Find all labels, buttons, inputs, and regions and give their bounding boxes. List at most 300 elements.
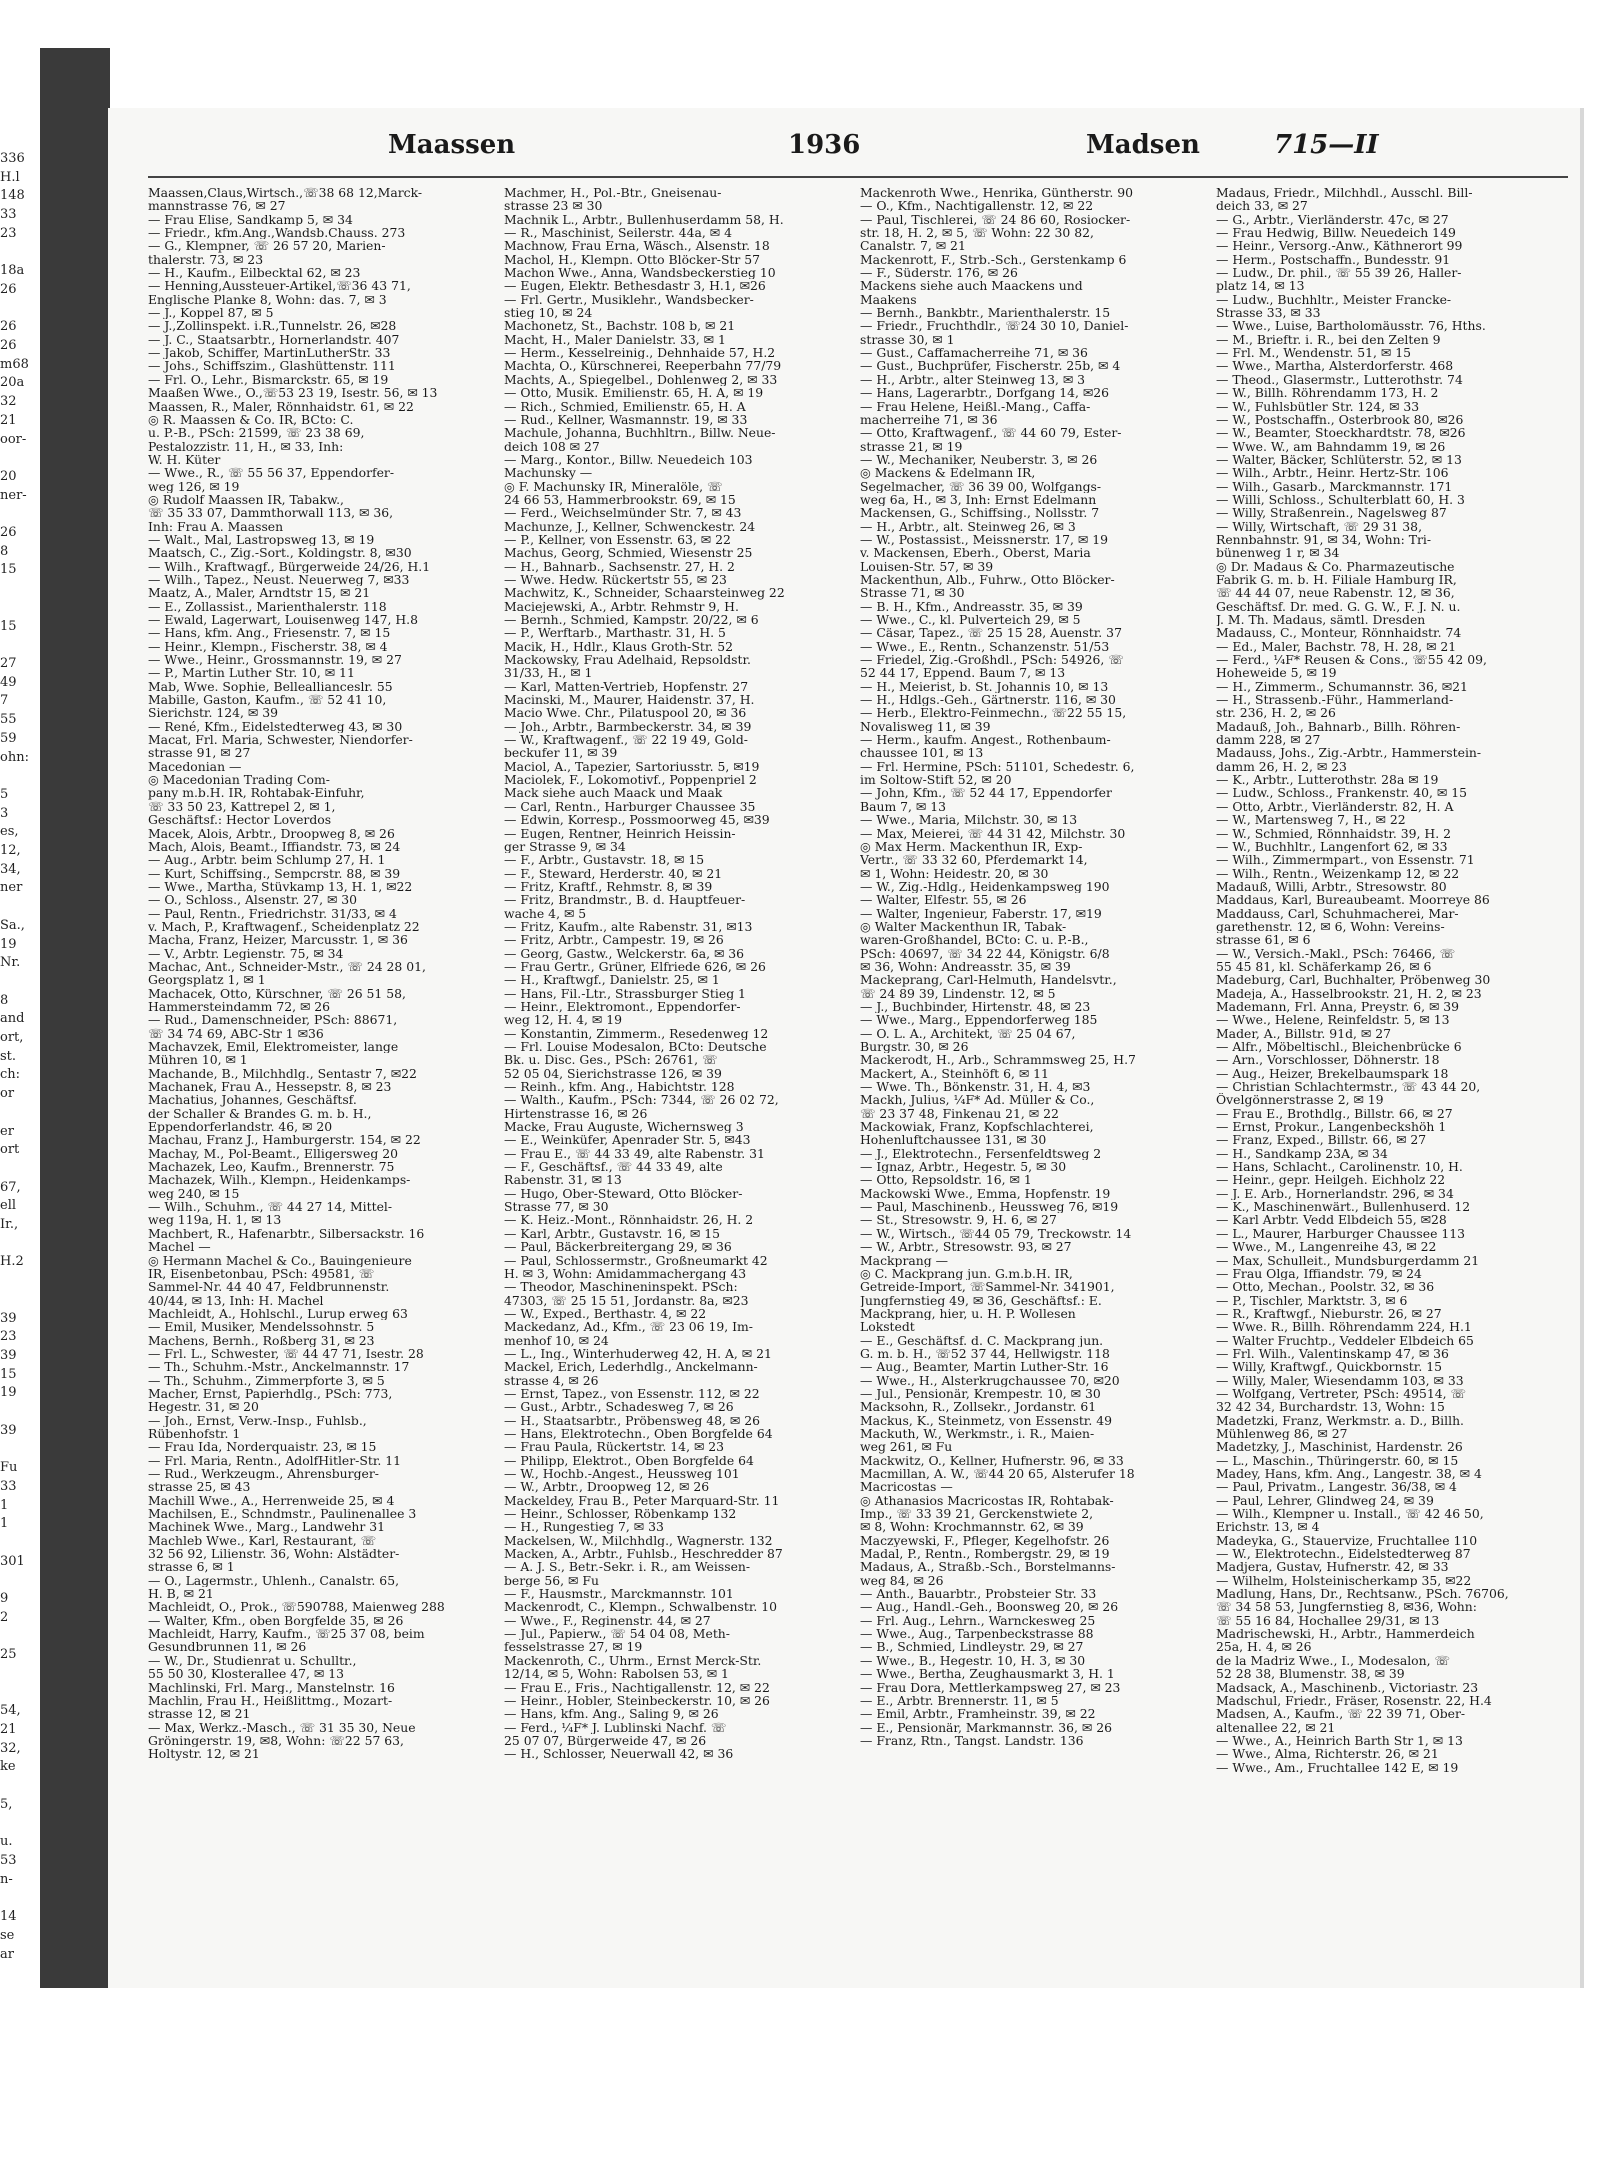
directory-line: Madschul, Friedr., Fräser, Rosenstr. 22, H.4 (1216, 1693, 1492, 1708)
previous-page-line: Nr. (0, 955, 21, 971)
directory-line: Englische Planke 8, Wohn: das. 7, ✉ 3 (148, 292, 387, 307)
previous-page-line: 26 (0, 525, 17, 541)
directory-line: — Paul, Lehrer, Glindweg 24, ✉ 39 (1216, 1493, 1434, 1508)
directory-line: Machill Wwe., A., Herrenweide 25, ✉ 4 (148, 1493, 395, 1508)
directory-line: — Wwe., Aug., Tarpenbeckstrasse 88 (860, 1627, 1094, 1641)
directory-line: IR, Eisenbetonbau, PSch: 49581, ☏ (148, 1266, 375, 1281)
directory-line: chaussee 101, ✉ 13 (860, 746, 984, 760)
directory-line: ☏ 24 89 39, Lindenstr. 12, ✉ 5 (860, 986, 1056, 1000)
column-3 (860, 186, 1195, 1946)
directory-line: — H., Bahnarb., Sachsenstr. 27, H. 2 (504, 559, 735, 573)
directory-line: Louisen-Str. 57, ✉ 39 (860, 559, 994, 573)
directory-line: Mackedanz, Ad., Kfm., ☏ 23 06 19, Im- (504, 1320, 753, 1334)
directory-line: — Wwe., E., Rentn., Schanzenstr. 51/53 (860, 639, 1110, 654)
previous-page-line: 20 (0, 468, 17, 484)
directory-line: Erichstr. 13, ✉ 4 (1216, 1520, 1320, 1534)
previous-page-line: 3 (0, 805, 9, 821)
directory-line: altenallee 22, ✉ 21 (1216, 1720, 1336, 1734)
previous-page-line (0, 1684, 40, 1703)
directory-line: — Frau E., ☏ 44 33 49, alte Rabenstr. 31 (504, 1146, 765, 1161)
directory-line: — Frl. Maria, Rentn., AdolfHitler-Str. 11 (148, 1453, 402, 1467)
directory-line: — R., Maschinist, Seilerstr. 44a, ✉ 4 (504, 226, 732, 240)
directory-line: Machau, Franz J., Hamburgerstr. 154, ✉ 22 (148, 1133, 421, 1147)
previous-page-line: 2 (0, 1609, 9, 1625)
previous-page-line (0, 1777, 40, 1796)
directory-line: Machmer, H., Pol.-Btr., Gneisenau- (504, 186, 722, 200)
directory-line: Mackeldey, Frau B., Peter Marquard-Str. 11 (504, 1493, 780, 1508)
directory-line: Macik, H., Hdlr., Klaus Groth-Str. 52 (504, 639, 734, 654)
previous-page-line: 26 (0, 338, 17, 354)
directory-line: — H., Hdlgs.-Geh., Gärtnerstr. 116, ✉ 30 (860, 693, 1116, 707)
directory-line: weg 6a, H., ✉ 3, Inh: Ernst Edelmann (860, 492, 1097, 507)
directory-line: — Marg., Kontor., Billw. Neuedeich 103 (504, 452, 753, 467)
previous-page-line (0, 636, 40, 655)
previous-page-line: 21 (0, 412, 17, 428)
previous-page-line: oor- (0, 431, 27, 447)
directory-line: Gröningerstr. 19, ✉8, Wohn: ☏22 57 63, (148, 1733, 404, 1748)
directory-line: — Wwe., R., ☏ 55 56 37, Eppendorfer- (148, 466, 395, 480)
previous-page-line (0, 580, 40, 599)
directory-line: — Wwe., Heinr., Grossmannstr. 19, ✉ 27 (148, 653, 402, 667)
directory-line: Machlinski, Frl. Marg., Manstelnstr. 16 (148, 1680, 395, 1694)
directory-line: — Heinr., gepr. Heilgeh. Eichholz 22 (1216, 1173, 1446, 1187)
directory-line: Hirtenstrasse 16, ✉ 26 (504, 1106, 648, 1121)
directory-line: — Willy, Wirtschaft, ☏ 29 31 38, (1216, 519, 1423, 533)
previous-page-line: 148 (0, 188, 25, 204)
directory-line: — W., Martensweg 7, H., ✉ 22 (1216, 813, 1406, 827)
directory-line: — J. E. Arb., Hornerlandstr. 296, ✉ 34 (1216, 1186, 1454, 1201)
directory-line: — H., Kraftwgf., Danielstr. 25, ✉ 1 (504, 973, 720, 987)
directory-line: — Max, Meierei, ☏ 44 31 42, Milchstr. 30 (860, 826, 1126, 840)
directory-line: ger Strasse 9, ✉ 34 (504, 839, 626, 854)
directory-line: — J. C., Staatsarbtr., Hornerlandstr. 407 (148, 332, 400, 347)
previous-page-line: ell (0, 1198, 17, 1214)
previous-page-line: ort (0, 1142, 20, 1158)
directory-line: — Heinr., Schlosser, Röbenkamp 132 (504, 1507, 737, 1521)
directory-line: Machus, Georg, Schmied, Wiesenstr 25 (504, 546, 753, 560)
directory-line: Inh: Frau A. Maassen (148, 519, 284, 533)
directory-line: 55 50 30, Klosterallee 47, ✉ 13 (148, 1667, 344, 1681)
directory-line: — Wilh., Rentn., Weizenkamp 12, ✉ 22 (1216, 866, 1460, 880)
directory-line: — Wwe., M., Langenreihe 43, ✉ 22 (1216, 1240, 1437, 1254)
directory-line: — Carl, Rentn., Harburger Chaussee 35 (504, 799, 756, 814)
directory-line: — Wwe. Th., Bönkenstr. 31, H. 4, ✉3 (860, 1080, 1091, 1094)
directory-line: — W., Kraftwagenf., ☏ 22 19 49, Gold- (504, 733, 748, 747)
directory-line: Madal, P., Rentn., Rombergstr. 29, ✉ 19 (860, 1547, 1110, 1561)
directory-line: Sierichstr. 124, ✉ 39 (148, 706, 278, 720)
directory-line: Macksohn, R., Zollsekr., Jordanstr. 61 (860, 1400, 1097, 1414)
directory-line: Machunze, J., Kellner, Schwenckestr. 24 (504, 519, 756, 533)
directory-line: Geschäftsf. Dr. med. G. G. W., F. J. N. u. (1216, 599, 1461, 613)
directory-line: 24 66 53, Hammerbrookstr. 69, ✉ 15 (504, 492, 736, 507)
previous-page-line: u. (0, 1834, 13, 1850)
directory-line: Madaus, Friedr., Milchhdl., Ausschl. Bill- (1216, 186, 1473, 200)
previous-page-line: 59 (0, 730, 17, 746)
directory-line: Mabille, Gaston, Kaufm., ☏ 52 41 10, (148, 693, 387, 707)
directory-line: — Christian Schlachtermstr., ☏ 43 44 20, (1216, 1080, 1481, 1094)
directory-line: — G., Arbtr., Vierländerstr. 47c, ✉ 27 (1216, 212, 1449, 227)
directory-line: — Henning,Aussteuer-Artikel,☏36 43 71, (148, 279, 411, 293)
previous-page-line: 5 (0, 786, 9, 802)
previous-page-line: 21 (0, 1722, 17, 1738)
previous-page-line: 5, (0, 1796, 13, 1812)
directory-line: — M., Brieftr. i. R., bei den Zelten 9 (1216, 332, 1441, 347)
directory-page (108, 108, 1582, 1988)
directory-line: — Wolfgang, Vertreter, PSch: 49514, ☏ (1216, 1386, 1467, 1401)
directory-line: — Cäsar, Tapez., ☏ 25 15 28, Auenstr. 37 (860, 626, 1122, 640)
directory-line: — Emil, Musiker, Mendelssohnstr. 5 (148, 1320, 375, 1334)
column-1 (148, 186, 483, 1946)
directory-line: Machule, Johanna, Buchhltrn., Billw. Neue- (504, 426, 776, 440)
directory-line: thalerstr. 73, ✉ 23 (148, 252, 264, 267)
directory-line: — Th., Schuhm., Zimmerpforte 3, ✉ 5 (148, 1373, 385, 1387)
previous-page-line: 14 (0, 1909, 17, 1925)
column-2 (504, 186, 839, 1946)
directory-line: menhof 10, ✉ 24 (504, 1333, 609, 1347)
previous-page-line: 19 (0, 936, 17, 952)
directory-line: Mader, A., Billstr. 91d, ✉ 27 (1216, 1026, 1391, 1040)
directory-line: — W., Arbtr., Stresowstr. 93, ✉ 27 (860, 1240, 1072, 1254)
directory-line: Machel — (148, 1240, 211, 1254)
previous-page-line: or (0, 1086, 15, 1102)
directory-line: — Walter, Kfm., oben Borgfelde 35, ✉ 26 (148, 1613, 404, 1628)
directory-line: waren-Großhandel, BCto: C. u. P.-B., (860, 933, 1089, 947)
directory-line: damm 228, ✉ 27 (1216, 733, 1321, 747)
directory-line: — Wwe., Martha, Stüvkamp 13, H. 1, ✉22 (148, 879, 413, 894)
directory-line: ✉ 36, Wohn: Andreasstr. 35, ✉ 39 (860, 959, 1071, 974)
directory-line: — Paul, Rentn., Friedrichstr. 31/33, ✉ 4 (148, 906, 397, 920)
directory-line: — Fritz, Kraftf., Rehmstr. 8, ✉ 39 (504, 879, 713, 894)
directory-line: Mackenroth, C., Uhrm., Ernst Merck-Str. (504, 1653, 762, 1668)
previous-page-fragment (0, 150, 40, 1970)
directory-line: Mühren 10, ✉ 1 (148, 1053, 248, 1067)
directory-line: weg 126, ✉ 19 (148, 479, 240, 493)
directory-line: ◎ Walter Mackenthun IR, Tabak- (860, 919, 1067, 934)
directory-line: — Bernh., Schmied, Kampstr. 20/22, ✉ 6 (504, 613, 759, 627)
directory-line: Mademann, Frl. Anna, Preystr. 6, ✉ 39 (1216, 999, 1460, 1014)
directory-line: — Wwe., Maria, Milchstr. 30, ✉ 13 (860, 813, 1078, 827)
directory-line: — Wilh., Zimmermpart., von Essenstr. 71 (1216, 853, 1475, 867)
previous-page-line (0, 1441, 40, 1460)
directory-line: PSch: 40697, ☏ 34 22 44, Königstr. 6/8 (860, 946, 1110, 960)
directory-line: — Wwe., Martha, Alsterdorferstr. 468 (1216, 359, 1454, 373)
previous-page-line: and (0, 1011, 25, 1027)
directory-line: — Karl Arbtr. Vedd Elbdeich 55, ✉28 (1216, 1213, 1447, 1227)
directory-line: — O., Kfm., Nachtigallenstr. 12, ✉ 22 (860, 199, 1094, 213)
previous-page-line: 53 (0, 1852, 17, 1868)
directory-line: — Hans, Lagerarbtr., Dorfgang 14, ✉26 (860, 386, 1110, 400)
directory-line: — Rud., Damenschneider, PSch: 88671, (148, 1013, 398, 1027)
previous-page-line: 1 (0, 1497, 9, 1513)
directory-line: — E., Zollassist., Marienthalerstr. 118 (148, 599, 387, 613)
directory-line: — St., Stresowstr. 9, H. 6, ✉ 27 (860, 1213, 1057, 1227)
header-left-name: Maassen (388, 130, 516, 160)
directory-line: Macio Wwe. Chr., Pilatuspool 20, ✉ 36 (504, 706, 747, 720)
directory-line: v. Mach, P., Kraftwagenf., Scheidenplatz 22 (148, 919, 420, 934)
directory-line: Burgstr. 30, ✉ 26 (860, 1040, 969, 1054)
directory-line: — W., Versich.-Makl., PSch: 76466, ☏ (1216, 946, 1456, 960)
directory-line: Mackelsen, W., Milchhdlg., Wagnerstr. 132 (504, 1533, 773, 1548)
directory-line: Mackuth, W., Werkmstr., i. R., Maien- (860, 1426, 1095, 1441)
directory-line: Gesundbrunnen 11, ✉ 26 (148, 1640, 307, 1654)
directory-line: — W., Fuhlsbütler Str. 124, ✉ 33 (1216, 399, 1420, 413)
directory-line: 47303, ☏ 25 15 51, Jordanstr. 8a, ✉23 (504, 1293, 749, 1307)
directory-line: Madeja, A., Hasselbrookstr. 21, H. 2, ✉ 23 (1216, 986, 1482, 1000)
directory-line: — W., Zig.-Hdlg., Heidenkampsweg 190 (860, 879, 1110, 894)
directory-line: strasse 21, ✉ 19 (860, 439, 963, 453)
directory-line: Machazek, Wilh., Klempn., Heidenkamps- (148, 1173, 411, 1187)
directory-line: Mackowski Wwe., Emma, Hopfenstr. 19 (860, 1186, 1111, 1201)
directory-line: — H., Zimmerm., Schumannstr. 36, ✉21 (1216, 679, 1468, 694)
directory-line: — Herm., Kesselreinig., Dehnhaide 57, H.2 (504, 346, 776, 360)
previous-page-line: es, (0, 824, 19, 840)
directory-line: garethenstr. 12, ✉ 6, Wohn: Vereins- (1216, 919, 1445, 934)
previous-page-line: 49 (0, 674, 17, 690)
directory-line: 40/44, ✉ 13, Inh: H. Machel (148, 1293, 324, 1307)
directory-line: — Frau E., Brothdlg., Billstr. 66, ✉ 27 (1216, 1106, 1453, 1121)
directory-line: Madauss, Johs., Zig.-Arbtr., Hammerstein- (1216, 746, 1482, 760)
previous-page-line: 26 (0, 319, 17, 335)
directory-line: — Fritz, Brandmstr., B. d. Hauptfeuer- (504, 893, 746, 907)
directory-line: Madlung, Hans, Dr., Rechtsanw., PSch. 76706, (1216, 1587, 1509, 1601)
directory-line: pany m.b.H. IR, Rohtabak-Einfuhr, (148, 786, 365, 800)
directory-line: Mack siehe auch Maack und Maak (504, 786, 723, 800)
directory-line: — W., Arbtr., Droopweg 12, ✉ 26 (504, 1480, 710, 1494)
previous-page-line: 23 (0, 225, 17, 241)
directory-line: W. H. Küter (148, 452, 221, 467)
previous-page-line (0, 1571, 40, 1590)
directory-line: — Friedr., kfm.Ang.,Wandsb.Chauss. 273 (148, 226, 406, 240)
directory-line: — Wwe., Marg., Eppendorferweg 185 (860, 1013, 1098, 1027)
directory-line: Macedonian — (148, 759, 242, 774)
directory-line: Machunsky — (504, 466, 593, 480)
directory-line: — P., Martin Luther Str. 10, ✉ 11 (148, 666, 355, 680)
directory-line: — Frl. Hermine, PSch: 51101, Schedestr. 6, (860, 759, 1135, 774)
directory-line: — P., Kellner, von Essenstr. 63, ✉ 22 (504, 532, 731, 547)
directory-line: Mackerodt, H., Arb., Schrammsweg 25, H.7 (860, 1053, 1136, 1067)
directory-line: berge 56, ✉ Fu (504, 1573, 599, 1588)
previous-page-line: m68 (0, 356, 29, 372)
directory-line: Machonetz, St., Bachstr. 108 b, ✉ 21 (504, 319, 736, 333)
directory-line: Maakens (860, 292, 917, 307)
directory-line: — Franz, Rtn., Tangst. Landstr. 136 (860, 1733, 1084, 1748)
directory-line: deich 33, ✉ 27 (1216, 199, 1308, 213)
directory-line: Madeburg, Carl, Buchhalter, Pröbenweg 30 (1216, 973, 1491, 987)
directory-line: — Heinr., Hobler, Steinbeckerstr. 10, ✉ 26 (504, 1693, 770, 1708)
directory-line: — Philipp, Elektrot., Oben Borgfelde 64 (504, 1453, 754, 1467)
directory-line: Macricostas — (860, 1480, 953, 1494)
directory-line: strasse 25, ✉ 43 (148, 1480, 251, 1494)
directory-line: 32 56 92, Lilienstr. 36, Wohn: Alstädter- (148, 1547, 400, 1561)
directory-line: — F., Geschäftsf., ☏ 44 33 49, alte (504, 1160, 723, 1174)
directory-line: stieg 10, ✉ 24 (504, 306, 593, 320)
previous-page-line: se (0, 1927, 15, 1943)
directory-line: ☏ 33 50 23, Kattrepel 2, ✉ 1, (148, 799, 336, 814)
directory-line: im Soltow-Stift 52, ✉ 20 (860, 773, 1012, 787)
directory-line: — P., Werftarb., Marthastr. 31, H. 5 (504, 626, 726, 640)
previous-page-line (0, 767, 40, 786)
previous-page-line: 39 (0, 1348, 17, 1363)
directory-line: 52 28 38, Blumenstr. 38, ✉ 39 (1216, 1667, 1405, 1681)
directory-line: Machts, A., Spiegelbel., Dohlenweg 2, ✉ 33 (504, 372, 778, 387)
directory-line: — Fritz, Kaufm., alte Rabenstr. 31, ✉13 (504, 919, 753, 934)
directory-line: Machazek, Leo, Kaufm., Brennerstr. 75 (148, 1160, 395, 1174)
directory-line: — H., Arbtr., alter Steinweg 13, ✉ 3 (860, 372, 1086, 387)
directory-line: strasse 12, ✉ 21 (148, 1707, 251, 1721)
directory-line: Madsack, A., Maschinenb., Victoriastr. 23 (1216, 1680, 1479, 1694)
directory-line: — Alfr., Möbeltischl., Bleichenbrücke 6 (1216, 1040, 1462, 1054)
directory-line: Machanek, Frau A., Hessepstr. 8, ✉ 23 (148, 1080, 392, 1094)
directory-line: Holtystr. 12, ✉ 21 (148, 1747, 260, 1761)
directory-line: — Walth., Kaufm., PSch: 7344, ☏ 26 02 72, (504, 1093, 779, 1107)
directory-line: Mackprang, hier, u. H. P. Wollesen (860, 1306, 1076, 1321)
directory-line: Machens, Bernh., Roßberg 31, ✉ 23 (148, 1333, 375, 1347)
directory-line: Geschäftsf.: Hector Loverdos (148, 813, 332, 827)
previous-page-line: st. (0, 1048, 17, 1064)
directory-line: — Otto, Repsoldstr. 16, ✉ 1 (860, 1173, 1032, 1187)
directory-line: Machnik L., Arbtr., Bullenhuserdamm 58, H. (504, 212, 784, 227)
previous-page-line (0, 1104, 40, 1123)
directory-line: Macat, Frl. Maria, Schwester, Niendorfer- (148, 733, 413, 747)
previous-page-line: 8 (0, 543, 9, 559)
directory-line: 32 42 34, Burchardstr. 13, Wohn: 15 (1216, 1400, 1445, 1414)
bottom-margin (0, 1988, 1600, 2177)
previous-page-line: 336 (0, 151, 25, 166)
directory-line: — Frl. O., Lehr., Bismarckstr. 65, ✉ 19 (148, 372, 389, 387)
directory-line: — Ludw., Dr. phil., ☏ 55 39 26, Haller- (1216, 266, 1462, 280)
directory-line: Machleidt, O., Prok., ☏590788, Maienweg 288 (148, 1600, 445, 1614)
previous-page-line: 34, (0, 861, 21, 877)
directory-line: mannstrasse 76, ✉ 27 (148, 199, 286, 213)
directory-line: Machta, O., Kürschnerei, Reeperbahn 77/79 (504, 359, 782, 373)
directory-line: — Walter Fruchtp., Veddeler Elbdeich 65 (1216, 1333, 1474, 1347)
directory-line: Bk. u. Disc. Ges., PSch: 26761, ☏ (504, 1053, 718, 1067)
directory-line: ✉ 1, Wohn: Heidestr. 20, ✉ 30 (860, 866, 1049, 880)
directory-line: Maddauss, Carl, Schuhmacherei, Mar- (1216, 906, 1459, 920)
directory-line: Canalstr. 7, ✉ 21 (860, 239, 966, 253)
directory-line: — Hans, Schlacht., Carolinenstr. 10, H. (1216, 1160, 1463, 1174)
page-header (108, 130, 1582, 170)
directory-line: v. Mackensen, Eberh., Oberst, Maria (860, 546, 1091, 560)
directory-line: — Walt., Mal, Lastropsweg 13, ✉ 19 (148, 532, 375, 547)
directory-line: Macha, Franz, Heizer, Marcusstr. 1, ✉ 36 (148, 933, 408, 947)
directory-line: Mackenthun, Alb., Fuhrw., Otto Blöcker- (860, 572, 1115, 587)
directory-line: — Herb., Elektro-Feinmechn., ☏22 55 15, (860, 706, 1127, 720)
directory-line: Sammel-Nr. 44 40 47, Feldbrunnenstr. (148, 1280, 390, 1294)
directory-line: — Walter, Bäcker, Schlüterstr. 52, ✉ 13 (1216, 452, 1462, 467)
directory-line: — Wilh., Klempner u. Install., ☏ 42 46 50, (1216, 1507, 1484, 1521)
directory-line: — Max, Werkz.-Masch., ☏ 31 35 30, Neue (148, 1720, 416, 1734)
directory-line: ☏ 55 16 84, Hochallee 29/31, ✉ 13 (1216, 1613, 1440, 1628)
directory-line: — Herm., kaufm. Angest., Rothenbaum- (860, 733, 1111, 747)
directory-line: Machinek Wwe., Marg., Landwehr 31 (148, 1520, 386, 1534)
directory-line: — Ewald, Lagerwart, Louisenweg 147, H.8 (148, 613, 418, 627)
previous-page-line (0, 1628, 40, 1647)
directory-line: strasse 23 ✉ 30 (504, 199, 603, 213)
directory-line: Macken, A., Arbtr., Fuhlsb., Heschredder 87 (504, 1547, 783, 1561)
previous-page-line (0, 1534, 40, 1553)
directory-line: — O. L. A., Architekt, ☏ 25 04 67, (860, 1026, 1076, 1040)
directory-line: strasse 30, ✉ 1 (860, 332, 955, 347)
directory-line: Mackus, K., Steinmetz, von Essenstr. 49 (860, 1413, 1113, 1427)
directory-line: — Gust., Caffamacherreihe 71, ✉ 36 (860, 346, 1088, 360)
previous-page-line: 15 (0, 618, 17, 634)
previous-page-line (0, 449, 40, 468)
directory-line: Maaßen Wwe., O.,☏53 23 19, Isestr. 56, ✉ 13 (148, 386, 438, 400)
directory-line: — Ferd., ¼F* Reusen & Cons., ☏55 42 09, (1216, 653, 1487, 667)
directory-line: Machavzek, Emil, Elektromeister, lange (148, 1040, 399, 1054)
previous-page-line: 33 (0, 207, 17, 223)
directory-line: Mackprang — (860, 1253, 949, 1267)
directory-line: Maassen, R., Maler, Rönnhaidstr. 61, ✉ 22 (148, 399, 414, 413)
directory-line: — W., Schmied, Rönnhaidstr. 39, H. 2 (1216, 826, 1451, 840)
directory-line: Machleidt, Harry, Kaufm., ☏25 37 08, beim (148, 1627, 425, 1641)
directory-line: Mackenrott, F., Strb.-Sch., Gerstenkamp 6 (860, 252, 1127, 267)
directory-line: — Frl. Aug., Lehrn., Warnckesweg 25 (860, 1613, 1096, 1628)
directory-line: — E., Geschäftsf. d. C. Mackprang jun. (860, 1333, 1104, 1347)
directory-line: Madauß, Willi, Arbtr., Stresowstr. 80 (1216, 879, 1447, 894)
directory-line: Vertr., ☏ 33 32 60, Pferdemarkt 14, (860, 853, 1088, 867)
directory-line: — Ludw., Schloss., Frankenstr. 40, ✉ 15 (1216, 786, 1467, 800)
directory-line: strasse 4, ✉ 26 (504, 1373, 599, 1387)
directory-line: Strasse 33, ✉ 33 (1216, 306, 1321, 320)
directory-line: Machol, H., Klempn. Otto Blöcker-Str 57 (504, 252, 761, 267)
header-rule (148, 176, 1568, 178)
directory-line: str. 236, H. 2, ✉ 26 (1216, 706, 1336, 720)
directory-line: — Karl, Arbtr., Gustavstr. 16, ✉ 15 (504, 1226, 721, 1241)
directory-line: Madaus, A., Straßb.-Sch., Borstelmanns- (860, 1560, 1116, 1574)
previous-page-line (0, 505, 40, 524)
directory-line: Lokstedt (860, 1320, 915, 1334)
directory-line: — Paul, Maschinenb., Heussweg 76, ✉19 (860, 1200, 1119, 1214)
directory-line: — F., Steward, Herderstr. 40, ✉ 21 (504, 866, 723, 880)
directory-line: — Frau Hedwig, Billw. Neuedeich 149 (1216, 226, 1456, 240)
directory-line: — Rud., Kellner, Wasmannstr. 19, ✉ 33 (504, 412, 748, 427)
directory-line: — Fritz, Arbtr., Campestr. 19, ✉ 26 (504, 933, 724, 947)
directory-line: G. m. b. H., ☏52 37 44, Hellwigstr. 118 (860, 1346, 1110, 1361)
directory-line: — J.,Zollinspekt. i.R.,Tunnelstr. 26, ✉28 (148, 319, 397, 333)
directory-line: J. M. Th. Madaus, sämtl. Dresden (1216, 613, 1426, 627)
directory-line: — E., Pensionär, Markmannstr. 36, ✉ 26 (860, 1720, 1112, 1734)
directory-line: ☏ 34 74 69, ABC-Str 1 ✉36 (148, 1026, 324, 1040)
book-gutter (40, 48, 110, 1988)
directory-line: H. B, ✉ 21 (148, 1587, 214, 1601)
directory-line: Fabrik G. m. b. H. Filiale Hamburg IR, (1216, 572, 1457, 587)
directory-line: — W., Wirtsch., ☏44 05 79, Treckowstr. 14 (860, 1226, 1132, 1241)
directory-line: der Schaller & Brandes G. m. b. H., (148, 1106, 372, 1121)
previous-page-line: H.2 (0, 1254, 24, 1270)
directory-line: weg 119a, H. 1, ✉ 13 (148, 1213, 282, 1227)
directory-line: Maassen,Claus,Wirtsch.,☏38 68 12,Marck- (148, 186, 423, 200)
directory-line: Machacek, Otto, Kürschner, ☏ 26 51 58, (148, 986, 406, 1000)
directory-line: — Wilh., Tapez., Neust. Neuerweg 7, ✉33 (148, 572, 410, 587)
directory-line: — B. H., Kfm., Andreasstr. 35, ✉ 39 (860, 599, 1083, 613)
directory-line: — Reinh., kfm. Ang., Habichtstr. 128 (504, 1080, 735, 1094)
directory-line: — Otto, Mechan., Poolstr. 32, ✉ 36 (1216, 1280, 1435, 1294)
directory-line: — H., Arbtr., alt. Steinweg 26, ✉ 3 (860, 519, 1076, 533)
previous-page-line: ar (0, 1946, 14, 1962)
directory-line: Machac, Ant., Schneider-Mstr., ☏ 24 28 01, (148, 959, 426, 974)
directory-line: — Frl. Wilh., Valentinskamp 47, ✉ 36 (1216, 1346, 1449, 1361)
directory-line: — Frau Olga, Iffiandstr. 79, ✉ 24 (1216, 1266, 1422, 1281)
previous-page-line: 301 (0, 1553, 25, 1569)
directory-line: — B., Schmied, Lindleystr. 29, ✉ 27 (860, 1640, 1084, 1654)
directory-line: — A. J. S., Betr.-Sekr. i. R., am Weissen- (504, 1560, 751, 1574)
directory-line: — Willy, Maler, Wiesendamm 103, ✉ 33 (1216, 1373, 1464, 1387)
directory-line: Machatius, Johannes, Geschäftsf. (148, 1093, 357, 1107)
previous-page-line: Ir., (0, 1217, 19, 1233)
directory-line: — Wilhelm, Holsteinischerkamp 35, ✉22 (1216, 1573, 1472, 1588)
